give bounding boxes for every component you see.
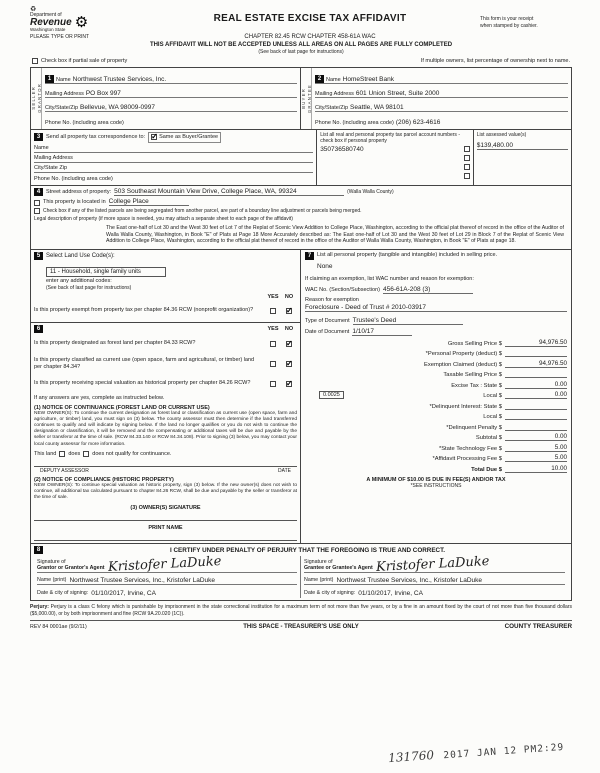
affidavit-processing-fee-value[interactable]: 5.00: [505, 454, 567, 462]
seller-name-value[interactable]: Northwest Trustee Services, Inc.: [72, 75, 167, 83]
grantee-name-print-value[interactable]: Northwest Trustee Services, Inc., Kristofer LaDuke: [336, 577, 483, 585]
delinquent-interest-local-label: Local $: [483, 414, 502, 421]
section2-badge: 2: [315, 75, 324, 83]
this-land-label: This land: [34, 450, 57, 457]
seller-section: [31, 68, 301, 129]
receipt-note-line1: This form is your receipt: [480, 16, 534, 22]
logo-state-line: Washington State: [30, 27, 66, 32]
middle-columns: [31, 249, 571, 543]
seller-side-label1: SELLER: [30, 86, 36, 110]
buyer-name-label: Name: [326, 76, 341, 83]
land-does-not-checkbox[interactable]: [83, 451, 89, 457]
corr-name-label: Name: [34, 144, 49, 151]
form-revision-number: REV 84 0001ae (9/2/11): [30, 623, 87, 630]
grantee-signature-label: [304, 559, 373, 572]
please-type-label: PLEASE TYPE OR PRINT: [30, 33, 90, 40]
print-mark-row: [30, 4, 572, 13]
forest-land-question: Is this property designated as forest land per chapter 84.33 RCW?: [34, 340, 196, 347]
seller-address-label: Mailing Address: [45, 90, 84, 97]
same-as-buyer-checkbox[interactable]: [151, 134, 157, 140]
exemption-claim-label: If claiming an exemption, list WAC number and reason for exemption:: [305, 276, 474, 283]
section7-badge: 7: [305, 252, 314, 260]
personal-property-checkbox-1[interactable]: [464, 146, 470, 152]
grantee-date-city-label: Date & city of signing:: [304, 590, 356, 597]
left-column: [31, 250, 301, 543]
section5-yes-header: YES: [267, 293, 279, 300]
segregated-checkbox[interactable]: [34, 208, 40, 214]
section7-tax-computation: [301, 250, 571, 543]
grantee-sig-label-line1: Signature of: [304, 558, 333, 565]
personal-property-list-label: List all personal property (tangible and intangible) included in selling price.: [317, 252, 498, 259]
reason-exemption-label: Reason for exemption: [305, 297, 359, 304]
county-treasurer-label: COUNTY TREASURER: [504, 623, 572, 631]
section3-tax-correspondence: [31, 129, 571, 185]
assessed-value[interactable]: $139,480.00: [477, 142, 568, 150]
total-due-label: Total Due $: [471, 466, 502, 473]
grantor-sig-label-line2: Grantor or Grantor's Agent: [37, 565, 105, 572]
grantor-date-city-label: Date & city of signing:: [37, 590, 89, 597]
logo-dept-line: Department of: [30, 12, 62, 18]
doc-date-label: Date of Document: [305, 329, 350, 336]
grantor-date-city-value[interactable]: 01/10/2017, Irvine, CA: [91, 590, 156, 598]
delinquent-interest-state-value[interactable]: [505, 402, 567, 410]
buyer-phone-value[interactable]: (206) 623-4616: [395, 118, 441, 126]
page-title: REAL ESTATE EXCISE TAX AFFIDAVIT: [213, 13, 407, 24]
title-block: [140, 13, 480, 24]
deputy-assessor-label: DEPUTY ASSESSOR: [40, 467, 89, 474]
subtitle-row: [30, 34, 572, 40]
corr-phone-label: Phone No. (including area code): [34, 175, 113, 182]
same-as-buyer-box: [148, 132, 221, 143]
forest-no-checkbox[interactable]: [286, 341, 292, 347]
notice-compliance-text: NEW OWNER(S): To continue special valuation as historic property, sign (3) below. If the new owner(s) does not wish to continue, all additional tax calculated pursuant to chapter 84.26 RCW, shall be due and payable by the seller or transferor at the time of sale.: [34, 482, 297, 500]
minimum-due-note: A MINIMUM OF $10.00 IS DUE IN FEE(S) AND/OR TAX: [366, 476, 506, 483]
excise-tax-state-label: Excise Tax : State $: [451, 382, 502, 389]
seller-name-label: Name: [56, 76, 71, 83]
taxable-selling-price-label: Taxable Selling Price $: [443, 372, 502, 379]
partial-sale-row: [30, 58, 572, 65]
section8-badge: 8: [34, 546, 43, 554]
grantor-name-print-label: Name (print): [37, 577, 67, 584]
notice-continuance-text: NEW OWNER(S): To continue the current designation as forest land or classification as current use (open space, farm and agriculture, or timber) land, you must sign on (3) below. The county assessor must then determine if the land transferred continues to qualify and will indicate by signing below. If the land no longer qualifies or you do not wish to continue the designation or classification, it will be removed and the compensating or additional taxes will be due and payable by the seller or transferor at the time of sale. (RCW 84.33.140 or RCW 84.34.108). Prior to signing (3) below, you may contact your local county assessor for more information.: [34, 410, 297, 447]
forest-yes-checkbox[interactable]: [270, 341, 276, 347]
located-label: This property is located in: [43, 198, 106, 205]
form-header: [30, 13, 572, 33]
parcel-numbers-header: List all real and personal property tax parcel account numbers - check box if personal property: [320, 131, 460, 145]
reason-exemption-value[interactable]: Foreclosure - Deed of Trust # 2010-03917: [305, 304, 567, 312]
doc-date-value[interactable]: 1/10/17: [352, 328, 412, 336]
delinquent-penalty-label: *Delinquent Penalty $: [446, 424, 502, 431]
grantor-sig-label-line1: Signature of: [37, 558, 66, 565]
parties-row: [31, 68, 571, 129]
doc-type-label: Type of Document: [305, 318, 350, 325]
current-use-no-checkbox[interactable]: [286, 361, 292, 367]
current-use-yes-checkbox[interactable]: [270, 361, 276, 367]
section4-badge: 4: [34, 188, 43, 196]
grantee-signature: Kristofer LaDuke: [375, 554, 490, 575]
deputy-assessor-line[interactable]: [34, 457, 297, 467]
current-use-question: Is this property classified as current use (open space, farm and agricultural, or timber) land per chapter 84.34?: [34, 356, 255, 370]
grantor-signature-block: [34, 556, 301, 598]
personal-property-checkbox-2[interactable]: [464, 155, 470, 161]
grantee-name-print-label: Name (print): [304, 577, 334, 584]
see-back-note: (See back of last page for instructions): [258, 48, 344, 55]
buyer-citystatezip-value[interactable]: Seattle, WA 98101: [350, 103, 404, 111]
multiple-owners-note: If multiple owners, list percentage of ownership next to name.: [420, 57, 570, 64]
section5-see-back: (See back of last page for instructions): [46, 285, 132, 292]
buyer-side-strip: [301, 68, 312, 129]
warning-line: THIS AFFIDAVIT WILL NOT BE ACCEPTED UNLESS ALL AREAS ON ALL PAGES ARE FULLY COMPLETED: [149, 41, 453, 48]
legal-description-label: Legal description of property (if more space is needed, you may attach a separate sheet to each page of the affidavit): [34, 216, 293, 223]
section4-property: [31, 185, 571, 249]
partial-sale-checkbox[interactable]: [32, 58, 38, 64]
excise-tax-state-value[interactable]: 0.00: [505, 381, 567, 389]
doc-type-value[interactable]: Trustee's Deed: [353, 317, 463, 325]
perjury-bold: Perjury:: [30, 604, 49, 611]
chapters-label: CHAPTER 82.45 RCW CHAPTER 458-61A WAC: [244, 33, 376, 40]
see-instructions-note: *SEE INSTRUCTIONS: [410, 482, 462, 489]
gross-selling-price-label: Gross Selling Price $: [447, 340, 502, 347]
logo-revenue-line: Revenue: [30, 17, 72, 28]
buyer-citystatezip-label: City/State/Zip: [315, 104, 349, 111]
notice-compliance-title: (2) NOTICE OF COMPLIANCE (HISTORIC PROPERTY): [34, 476, 174, 483]
owners-signature-label: (3) OWNER(S) SIGNATURE: [130, 505, 201, 512]
treasurer-space-label: THIS SPACE - TREASURER'S USE ONLY: [243, 623, 359, 630]
buyer-address-value[interactable]: 601 Union Street, Suite 2000: [355, 89, 440, 97]
section5-badge: 5: [34, 252, 43, 260]
gross-selling-price-value[interactable]: 94,976.50: [505, 339, 567, 347]
print-name-label: PRINT NAME: [148, 525, 183, 532]
print-name-line[interactable]: [34, 531, 297, 541]
affidavit-processing-fee-label: *Affidavit Processing Fee $: [432, 456, 502, 463]
seller-citystatezip-value[interactable]: Bellevue, WA 98009-0997: [80, 103, 155, 111]
buyer-name-value[interactable]: HomeStreet Bank: [342, 75, 394, 83]
deputy-date-label: DATE: [278, 467, 291, 474]
grantor-signature: Kristofer LaDuke: [107, 554, 222, 575]
dor-logo-text: [30, 13, 72, 33]
exempt-yes-checkbox[interactable]: [270, 308, 276, 314]
seller-citystatezip-label: City/State/Zip: [45, 104, 79, 111]
land-use-label: Select Land Use Code(s):: [46, 253, 115, 260]
grantee-signature-block: [301, 556, 568, 598]
grantor-name-print-value[interactable]: Northwest Trustee Services, Inc., Kristofer LaDuke: [69, 577, 216, 585]
notice-continuance-title: (1) NOTICE OF CONTINUANCE (FOREST LAND OR CURRENT USE): [34, 404, 210, 411]
personal-property-checkbox-3[interactable]: [464, 164, 470, 170]
perjury-notice: [30, 604, 572, 617]
section6-classification: [31, 323, 300, 543]
exemption-claimed-value[interactable]: 94,976.50: [505, 360, 567, 368]
street-address-value[interactable]: 503 Southeast Mountain View Drive, College Place, WA, 99324: [114, 188, 344, 196]
receipt-note: [480, 13, 572, 29]
located-value[interactable]: College Place: [109, 198, 189, 206]
state-technology-fee-label: *State Technology Fee $: [438, 445, 502, 452]
form-body: [30, 67, 572, 601]
seller-address-value[interactable]: PO Box 997: [85, 89, 121, 97]
stamp-receipt-number: 131760: [387, 747, 435, 766]
grantor-signature-label: [37, 559, 105, 572]
stamp-date-time: 2017 JAN 12 PM2:29: [442, 741, 565, 762]
exemption-claimed-label: Exemption Claimed (deduct) $: [424, 361, 502, 368]
historic-question: Is this property receiving special valuation as historical property per chapter 84.26 RCW?: [34, 380, 251, 387]
seller-side-label2: GRANTOR: [36, 83, 42, 114]
buyer-side-label2: GRANTEE: [306, 83, 312, 113]
excise-tax-local-label: Local $: [483, 393, 502, 400]
corr-citystatezip-label: City/State Zip: [34, 164, 68, 171]
exempt-no-checkbox[interactable]: [286, 308, 292, 314]
certify-statement: I CERTIFY UNDER PENALTY OF PERJURY THAT THE FOREGOING IS TRUE AND CORRECT.: [170, 546, 445, 554]
section8-signatures: [31, 543, 571, 600]
owner-signature-line[interactable]: [34, 511, 297, 521]
section3-badge: 3: [34, 133, 43, 141]
subtotal-label: Subtotal $: [475, 435, 502, 442]
does-not-label: does not qualify for continuance.: [92, 450, 172, 457]
historic-yes-checkbox[interactable]: [270, 381, 276, 387]
section5-land-use: [31, 250, 300, 323]
personal-property-checkbox-4[interactable]: [464, 173, 470, 179]
footer-row: [30, 620, 572, 630]
section6-no-header: NO: [284, 325, 294, 332]
subtotal-value[interactable]: 0.00: [505, 433, 567, 441]
grantee-sig-label-line2: Grantee or Grantee's Agent: [304, 565, 373, 572]
street-address-label: Street address of property:: [46, 188, 112, 195]
personal-property-list-value[interactable]: None: [317, 263, 333, 271]
section1-badge: 1: [45, 75, 54, 83]
additional-codes-label: enter any additional codes:: [46, 278, 112, 285]
buyer-address-label: Mailing Address: [315, 90, 354, 97]
state-technology-fee-value[interactable]: 5.00: [505, 444, 567, 452]
exempt-question: Is this property exempt from property tax per chapter 84.36 RCW (nonprofit organization)?: [34, 307, 254, 314]
receipt-note-line2: when stamped by cashier.: [480, 22, 538, 29]
delinquent-penalty-value[interactable]: [505, 423, 567, 431]
local-rate-box[interactable]: 0.0025: [319, 391, 344, 399]
total-due-value[interactable]: 10.00: [505, 465, 567, 473]
located-checkbox[interactable]: [34, 200, 40, 206]
seller-side-strip: [31, 68, 42, 129]
taxable-selling-price-value[interactable]: [505, 370, 567, 378]
same-as-buyer-label: Same as Buyer/Grantee: [159, 133, 219, 140]
section6-badge: 6: [34, 325, 43, 333]
if-yes-note: If any answers are yes, complete as instructed below.: [34, 394, 165, 401]
delinquent-interest-local-value[interactable]: [505, 412, 567, 420]
assessed-value-header: List assessed value(s): [476, 131, 527, 138]
gear-icon: ⚙: [74, 14, 89, 32]
buyer-side-label1: BUYER: [300, 87, 306, 109]
county-note: (Walla Walla County): [347, 189, 394, 196]
excise-tax-local-value[interactable]: 0.00: [505, 391, 567, 399]
dor-logo: [30, 13, 140, 33]
seller-phone-label: Phone No. (including area code): [45, 119, 124, 126]
section5-no-header: NO: [284, 293, 294, 300]
wac-number-label: WAC No. (Section/Subsection): [305, 287, 380, 294]
grantee-date-city-value[interactable]: 01/10/2017, Irvine, CA: [358, 590, 423, 598]
segregated-label: Check box if any of the listed parcels are being segregated from another parcel, are part of a boundary line adjustment or parcels being merged.: [43, 207, 362, 214]
personal-property-deduct-label: *Personal Property (deduct) $: [425, 351, 502, 358]
recycle-icon: ♻: [30, 5, 37, 13]
buyer-phone-label: Phone No. (including area code): [315, 119, 394, 126]
partial-sale-label: Check box if partial sale of property: [41, 57, 128, 64]
wac-number-value[interactable]: 456-61A-208 (3): [383, 286, 473, 294]
corr-address-label: Mailing Address: [34, 154, 73, 161]
send-correspondence-label: Send all property tax correspondence to:: [46, 133, 146, 140]
buyer-section: [301, 68, 571, 129]
parcel-number-value[interactable]: 350736580740: [320, 145, 364, 153]
land-does-checkbox[interactable]: [59, 451, 65, 457]
personal-property-deduct-value[interactable]: [505, 349, 567, 357]
does-label: does: [68, 450, 81, 457]
historic-no-checkbox[interactable]: [286, 381, 292, 387]
perjury-text: Perjury is a class C felony which is punishable by imprisonment in the state correctional institution for a maximum term of not more than five years, or by a fine in an amount fixed by the court of not more than five thousand dollars ($5,000.00), or by both imprisonment and fine (RCW 9A.20.020 (1C)).: [30, 604, 572, 617]
land-use-code-select[interactable]: 11 - Household, single family units: [46, 267, 166, 277]
section6-yes-header: YES: [267, 325, 279, 332]
delinquent-interest-state-label: *Delinquent Interest: State $: [429, 403, 502, 410]
legal-description-text: The East one-half of Lot 30 and the West 30 feet of Lot 7 of the Replat of Scenic View Addition to College Place, Washington, according to the official plat thereof of record in the office of the Auditor of Walla Walla County, Washington, in Book "E" of Plats at Page 18 More Accurately described as: The East one-half of Lot 30 and the West 30 feet of Lot 29 in Block 7 of the Replat of Scenic View Addition to College Place, Washington, according to the official plat thereof of record in the office of the Auditor of Walla Walla County, Washington, in Book "E" of Plats at page 18.: [106, 224, 564, 245]
cashier-stamp: [387, 737, 564, 767]
